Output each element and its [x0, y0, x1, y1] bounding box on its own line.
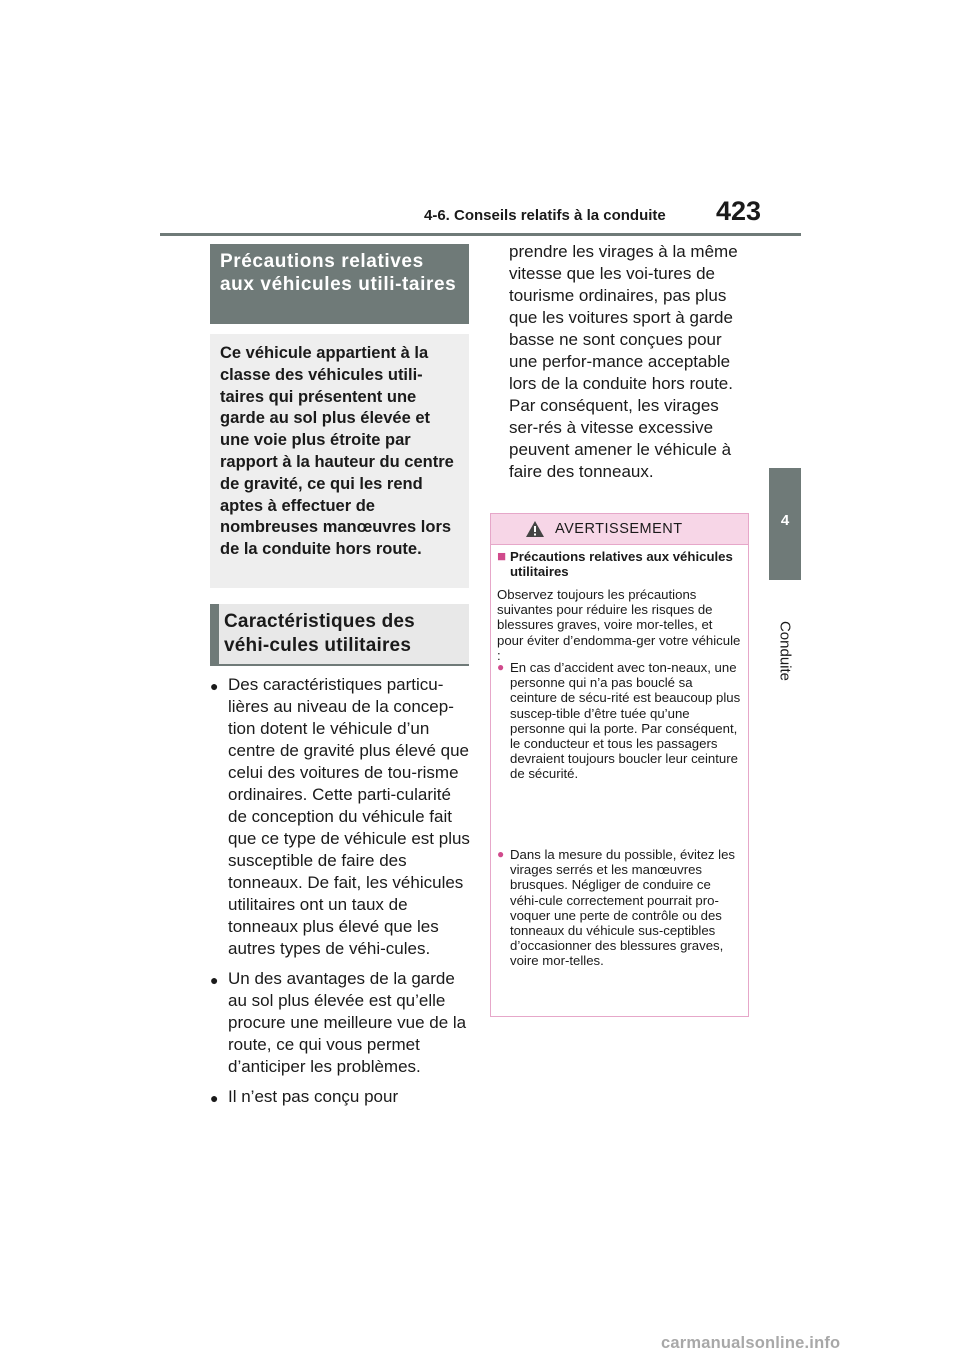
section-heading-text: Précautions relatives aux véhicules utili-taires — [220, 251, 457, 295]
bullet-icon: ● — [210, 678, 219, 694]
warning-subheading — [497, 549, 741, 579]
warning-header — [491, 514, 748, 545]
warning-subheading-text: Précautions relatives aux véhicules utilitaires — [510, 549, 733, 579]
warning-body: Observez toujours les précautions suivantes pour réduire les risques de blessures graves, voire mor-telles, et pour éviter d’endomma-ger votre véhicule : — [497, 587, 741, 663]
header-rule — [160, 233, 801, 236]
warning-title: AVERTISSEMENT — [555, 521, 683, 537]
section-heading-precautions — [210, 244, 469, 324]
bullet-list — [210, 674, 472, 1117]
chapter-number: 4 — [780, 512, 790, 529]
warning-item-text: En cas d’accident avec ton-neaux, une personne qui n’a pas bouclé sa ceinture de sécu-rité est beaucoup plus suscep-tible d’être tuée qu’une personne qui la porte. Par conséquent, le conducteur et tous les passagers devraient toujours boucler leur ceinture de sécurité. — [510, 660, 741, 782]
list-item — [210, 674, 472, 960]
chapter-label-container — [759, 611, 811, 691]
intro-text: Ce véhicule appartient à la classe des véhicules utili-taires qui présentent une garde au sol plus élevée et une voie plus étroite par rapport à la hauteur du centre de gravité, ce qui les rend aptes à effectuer de nombreuses manœuvres lors de la conduite hors route. — [220, 344, 454, 559]
square-bullet-icon: ■ — [497, 548, 507, 565]
section-heading-characteristics — [210, 604, 469, 666]
chapter-label: Conduite — [776, 620, 794, 682]
chapter-tab — [769, 468, 801, 580]
list-item-text: Un des avantages de la garde au sol plus élevée est qu’elle procure une meilleure vue de la route, ce qui vous permet d’anticiper les problèmes. — [228, 969, 467, 1076]
bullet-icon: ● — [497, 847, 505, 861]
list-item — [210, 1086, 472, 1109]
warning-item-text: Dans la mesure du possible, évitez les virages serrés et les manœuvres brusques. Négliger de conduire ce véhi-cule correctement pourrait pro-voquer une perte de contrôle ou des tonneaux du véhicule sus-ceptibles d’occasionner des blessures graves, voire mor-telles. — [510, 847, 736, 969]
intro-box — [210, 334, 469, 588]
section-heading-text: Caractéristiques des véhi-cules utilitaires — [224, 611, 415, 656]
warning-box — [490, 513, 749, 1017]
bullet-icon: ● — [210, 972, 219, 988]
warning-item — [497, 847, 741, 969]
warning-triangle-icon — [525, 520, 545, 538]
list-item-text: Il n’est pas conçu pour — [228, 1087, 399, 1106]
header-title: 4-6. Conseils relatifs à la conduite — [424, 207, 666, 224]
bullet-icon: ● — [210, 1090, 219, 1106]
heading-accent-bar — [210, 604, 219, 666]
warning-item — [497, 660, 741, 782]
list-item — [210, 968, 472, 1078]
bullet-icon: ● — [497, 660, 505, 674]
continuation-text: prendre les virages à la même vitesse que les voi-tures de tourisme ordinaires, pas plus que les voitures sport à garde basse ne sont conçues pour une perfor-mance acceptable lors de la conduite hors route. Par conséquent, les virages ser-rés à vitesse excessive peuvent amener le véhicule à faire des tonneaux. — [509, 242, 738, 481]
page-number: 423 — [716, 196, 762, 226]
list-item-text: Des caractéristiques particu-lières au niveau de la concep-tion dotent le véhicule d’un centre de gravité plus élevé que celui des voitures de tou-risme ordinaires. Cette parti-cularité de conception du véhicule fait que ce type de véhicule est plus susceptible de faire des tonneaux. De fait, les véhicules utilitaires ont un taux de tonneaux plus élevé que les autres types de véhi-cules. — [228, 675, 470, 958]
watermark: carmanualsonline.info — [661, 1334, 841, 1352]
